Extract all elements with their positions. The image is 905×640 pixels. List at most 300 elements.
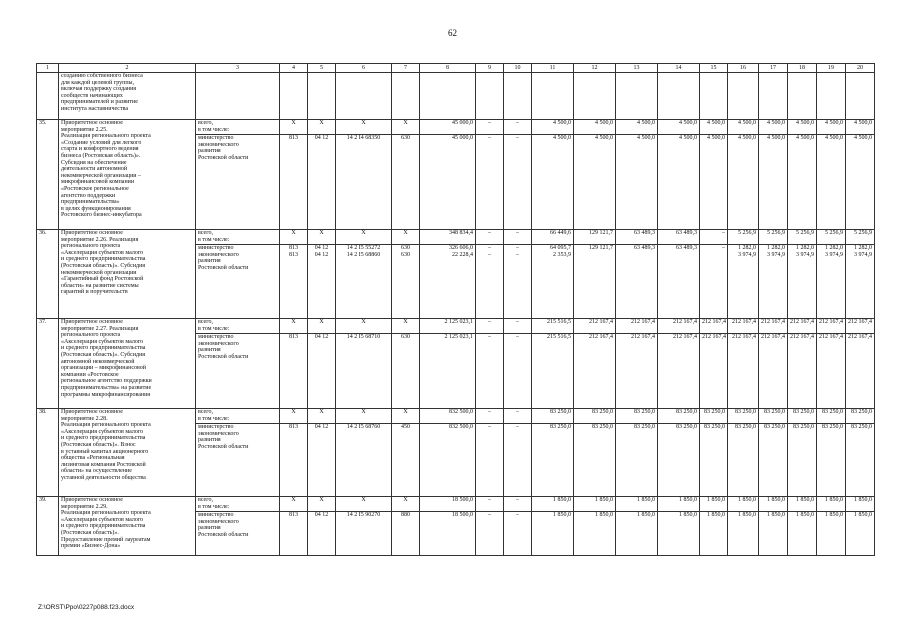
text-line: Приоритетное основное (61, 409, 123, 415)
value-cell (392, 245, 420, 319)
value-cell (728, 512, 759, 556)
line-value: 813 (289, 512, 298, 518)
value-cell (392, 135, 420, 230)
row-number: 37. (37, 319, 59, 409)
header-cell: 7 (392, 64, 420, 73)
value-cell (336, 135, 392, 230)
table-cell (532, 73, 574, 120)
line-value: 212 167,4 (848, 334, 872, 340)
value-cell: 5 256,9 (817, 230, 846, 245)
value-cell: X (336, 230, 392, 245)
line-value: 04 12 (314, 135, 329, 141)
line-value: 880 (401, 512, 410, 518)
line-value (576, 252, 613, 259)
header-cell: 5 (308, 64, 336, 73)
value-cell: X (280, 497, 308, 512)
line-value: 212 167,4 (631, 334, 655, 340)
text-line: «Ростовское региональное (61, 185, 129, 192)
text-line: Приоритетное основное (61, 497, 123, 503)
value-cell: – (504, 409, 532, 424)
line-value: 63 489,3 (676, 245, 697, 251)
text-line: в том числе: (198, 236, 230, 243)
text-line: Субсидия на обеспечение (61, 159, 127, 166)
header-cell: 1 (37, 64, 59, 73)
measure-description (59, 120, 196, 230)
value-cell: 4 500,0 (532, 120, 574, 135)
table-cell (574, 73, 616, 120)
value-cell (532, 334, 574, 409)
value-cell (476, 245, 504, 319)
value-cell (280, 135, 308, 230)
header-cell: 11 (532, 64, 574, 73)
value-cell (728, 245, 759, 319)
text-line: Ростовской области (198, 353, 249, 360)
value-cell (504, 135, 532, 230)
line-value (660, 252, 697, 259)
line-value: 83 250,0 (634, 424, 655, 430)
line-value: 4 500,0 (679, 135, 697, 141)
table-cell (336, 73, 392, 120)
line-value: 813 (289, 424, 298, 430)
table-cell (846, 73, 875, 120)
table-cell (196, 73, 280, 120)
value-cell (504, 334, 532, 409)
text-line: включая поддержку создания (61, 86, 137, 93)
text-line: «Гарантийный фонд Ростовской (61, 276, 144, 283)
text-line: развития (198, 258, 221, 265)
line-value: 212 167,4 (732, 334, 756, 340)
value-cell (532, 245, 574, 319)
line-value: 18 500,0 (452, 512, 473, 518)
value-cell: – (504, 497, 532, 512)
line-value: 212 167,4 (673, 334, 697, 340)
value-cell: 18 500,0 (420, 497, 476, 512)
value-cell (658, 512, 700, 556)
value-cell: 4 500,0 (658, 120, 700, 135)
table-cell (728, 73, 759, 120)
value-cell: 4 500,0 (846, 120, 875, 135)
table-cell (504, 73, 532, 120)
line-value: 14 2 I5 55272 (346, 245, 381, 251)
line-value: 1 282,0 (796, 245, 814, 251)
measure-description (59, 230, 196, 319)
text-line: развития (198, 347, 221, 354)
line-value: 4 500,0 (637, 135, 655, 141)
line-value: – (488, 245, 491, 251)
line-value: – (488, 424, 491, 430)
text-line: общества «Региональная (61, 455, 125, 462)
line-value: – (488, 334, 491, 340)
line-value: 1 282,0 (825, 245, 843, 251)
header-row (37, 64, 875, 73)
file-path-footer: Z:\ORST\Ppo\0227p088.f23.docx (38, 604, 135, 611)
line-value: 1 850,0 (796, 512, 814, 518)
line-value: 83 250,0 (735, 424, 756, 430)
row-number: 38. (37, 409, 59, 497)
line-value: 2 125 023,1 (444, 334, 473, 340)
value-cell: – (504, 230, 532, 245)
table-cell (616, 73, 658, 120)
line-value: 813 (289, 334, 298, 340)
text-line: Приоритетное основное (61, 230, 123, 236)
value-cell (420, 424, 476, 497)
line-value: 04 12 (314, 251, 329, 258)
value-cell: X (308, 120, 336, 135)
value-cell (308, 334, 336, 409)
value-cell: 83 250,0 (574, 409, 616, 424)
line-value: 215 516,5 (547, 334, 571, 340)
value-cell: – (504, 319, 532, 334)
line-value: 813 (289, 251, 298, 258)
text-line: Предоставление премий лауреатам (61, 536, 151, 543)
text-line: региональное агентство поддержки (61, 378, 152, 385)
value-cell: 83 250,0 (658, 409, 700, 424)
value-cell: 83 250,0 (817, 409, 846, 424)
text-line: в целях функционирования (61, 205, 131, 212)
text-line: Реализация регионального проекта (61, 510, 151, 517)
executor (196, 245, 280, 319)
line-value: 212 167,4 (761, 334, 785, 340)
value-cell: 63 489,3 (616, 230, 658, 245)
line-value: 4 500,0 (854, 135, 872, 141)
value-cell (846, 135, 875, 230)
value-cell: 1 850,0 (846, 497, 875, 512)
text-line: области» на развитие системы (61, 282, 139, 289)
value-cell: X (392, 319, 420, 334)
value-cell (420, 135, 476, 230)
header-cell: 16 (728, 64, 759, 73)
value-cell: – (476, 409, 504, 424)
text-line: Ростовской области (198, 443, 249, 450)
line-value: 83 250,0 (676, 424, 697, 430)
text-line: всего, (198, 120, 214, 126)
text-line: области» на осуществление (61, 468, 132, 475)
table-row (37, 409, 875, 424)
header-cell: 17 (759, 64, 788, 73)
value-cell (759, 135, 788, 230)
value-cell: 832 500,0 (420, 409, 476, 424)
value-cell: – (476, 497, 504, 512)
text-line: Приоритетное основное (61, 319, 123, 325)
text-line: (Ростовская область)». Взнос (61, 441, 136, 448)
line-value: 04 12 (314, 245, 329, 251)
value-cell: 212 167,4 (700, 319, 728, 334)
value-cell: – (476, 230, 504, 245)
value-cell: 83 250,0 (700, 409, 728, 424)
value-cell: X (308, 319, 336, 334)
value-cell (420, 245, 476, 319)
table-cell (700, 73, 728, 120)
executor (196, 135, 280, 230)
line-value: – (488, 135, 491, 141)
value-cell (336, 424, 392, 497)
line-value: – (516, 424, 519, 430)
line-value: 3 974,9 (738, 251, 756, 258)
text-line: развития (198, 525, 221, 532)
value-cell (504, 512, 532, 556)
table-row (37, 120, 875, 135)
line-value: 22 228,4 (452, 251, 473, 258)
line-value: – (516, 334, 519, 340)
text-line: всего, (198, 319, 214, 325)
line-value: 1 282,0 (767, 245, 785, 251)
table-cell (59, 73, 196, 120)
text-line: Ростовского бизнес-инкубатора (61, 212, 142, 219)
text-line: некоммерческой организации – (61, 172, 142, 179)
text-line: (Ростовская область)». Субсидия (61, 262, 146, 269)
value-cell: 129 121,7 (574, 230, 616, 245)
value-cell: X (336, 409, 392, 424)
line-value (702, 252, 725, 259)
value-cell (280, 512, 308, 556)
value-cell: – (700, 230, 728, 245)
line-value: 4 500,0 (825, 135, 843, 141)
text-line: премии «Бизнес-Дона» (61, 543, 121, 550)
text-line: «Акселерация субъектов малого (61, 338, 144, 345)
line-value: 813 (289, 245, 298, 251)
text-line: предпринимателей и развитие (61, 99, 138, 106)
header-cell: 18 (788, 64, 817, 73)
measure-description (59, 409, 196, 497)
value-cell: 212 167,4 (658, 319, 700, 334)
value-cell (280, 245, 308, 319)
value-cell: 2 125 023,1 (420, 319, 476, 334)
executor (196, 334, 280, 409)
value-cell: 4 500,0 (616, 120, 658, 135)
text-line: старта и комфортного ведения (61, 146, 139, 153)
value-cell: 83 250,0 (759, 409, 788, 424)
value-cell: 83 250,0 (532, 409, 574, 424)
line-value: 630 (401, 334, 410, 340)
line-value: 3 974,9 (767, 251, 785, 258)
text-line: созданию собственного бизнеса (61, 73, 143, 79)
line-value: 83 250,0 (764, 424, 785, 430)
total-label (196, 319, 280, 334)
header-cell: 3 (196, 64, 280, 73)
line-value: 4 500,0 (738, 135, 756, 141)
text-line: и среднего предпринимательства (61, 435, 146, 442)
table-cell (280, 73, 308, 120)
value-cell (574, 512, 616, 556)
text-line: бизнеса (Ростовская область)». (61, 152, 141, 159)
value-cell: X (392, 409, 420, 424)
table-cell (788, 73, 817, 120)
value-cell: 212 167,4 (788, 319, 817, 334)
header-cell: 13 (616, 64, 658, 73)
value-cell: 4 500,0 (817, 120, 846, 135)
total-label (196, 230, 280, 245)
value-cell: 1 850,0 (616, 497, 658, 512)
text-line: Ростовской области (198, 264, 249, 271)
text-line: предпринимательства» (61, 199, 120, 206)
line-value: 14 2 I5 68710 (346, 334, 381, 340)
value-cell: 215 516,5 (532, 319, 574, 334)
value-cell (788, 424, 817, 497)
line-value: 1 282,0 (854, 245, 872, 251)
header-cell: 10 (504, 64, 532, 73)
value-cell (817, 424, 846, 497)
text-line: министерство (198, 512, 234, 518)
value-cell (658, 424, 700, 497)
value-cell: – (476, 319, 504, 334)
line-value: 14 2 I5 90270 (346, 512, 381, 518)
text-line: уставной деятельности общества (61, 474, 146, 481)
text-line: некоммерческой организации (61, 269, 137, 276)
value-cell (658, 334, 700, 409)
line-value: 83 250,0 (592, 424, 613, 430)
line-value: 4 500,0 (767, 135, 785, 141)
value-cell (817, 135, 846, 230)
value-cell (700, 245, 728, 319)
value-cell (788, 512, 817, 556)
value-cell: 83 250,0 (616, 409, 658, 424)
total-label (196, 409, 280, 424)
line-value: 129 121,7 (589, 245, 613, 251)
text-line: в том числе: (198, 126, 230, 133)
value-cell (728, 424, 759, 497)
line-value: 630 (401, 135, 410, 141)
text-line: (Ростовская область)». (61, 529, 119, 536)
text-line: и среднего предпринимательства (61, 523, 146, 530)
line-value: 04 12 (314, 424, 329, 430)
line-value: 212 167,4 (819, 334, 843, 340)
line-value: – (516, 251, 519, 258)
line-value: – (488, 512, 491, 518)
text-line: министерство (198, 334, 234, 340)
table-row (37, 497, 875, 512)
value-cell: 212 167,4 (574, 319, 616, 334)
line-value: 1 850,0 (854, 512, 872, 518)
table-row (37, 319, 875, 334)
value-cell: 212 167,4 (759, 319, 788, 334)
text-line: Приоритетное основное (61, 120, 123, 126)
value-cell (532, 135, 574, 230)
header-cell: 15 (700, 64, 728, 73)
line-value (618, 252, 655, 259)
line-value: 83 250,0 (550, 424, 571, 430)
value-cell (280, 334, 308, 409)
value-cell (532, 424, 574, 497)
table-cell (759, 73, 788, 120)
value-cell: X (308, 497, 336, 512)
value-cell (788, 135, 817, 230)
value-cell: X (336, 120, 392, 135)
text-line: микрофинансовой компании (61, 179, 135, 186)
value-cell (574, 135, 616, 230)
text-line: Реализация регионального проекта (61, 422, 151, 429)
text-line: экономического (198, 251, 239, 258)
line-value: – (488, 251, 491, 258)
text-line: всего, (198, 409, 214, 415)
value-cell: 1 850,0 (728, 497, 759, 512)
line-value: 83 250,0 (793, 424, 814, 430)
value-cell: 1 850,0 (817, 497, 846, 512)
value-cell: 5 256,9 (846, 230, 875, 245)
table-cell (37, 73, 59, 120)
value-cell (728, 334, 759, 409)
executor (196, 424, 280, 497)
value-cell (392, 512, 420, 556)
text-line: экономического (198, 518, 239, 525)
line-value: 1 282,0 (738, 245, 756, 251)
line-value: 04 12 (314, 512, 329, 518)
value-cell: X (336, 319, 392, 334)
value-cell (574, 245, 616, 319)
header-cell: 8 (420, 64, 476, 73)
value-cell: 4 500,0 (700, 120, 728, 135)
line-value: 83 250,0 (704, 424, 725, 430)
measure-description (59, 319, 196, 409)
line-value: 813 (289, 135, 298, 141)
table-cell (817, 73, 846, 120)
value-cell: 348 834,4 (420, 230, 476, 245)
value-cell (658, 245, 700, 319)
table-cell (420, 73, 476, 120)
table-cell (476, 73, 504, 120)
header-cell: 4 (280, 64, 308, 73)
text-line: в том числе: (198, 325, 230, 332)
value-cell (817, 334, 846, 409)
text-line: для каждой целевой группы, (61, 79, 135, 86)
line-value: 1 850,0 (767, 512, 785, 518)
value-cell (817, 512, 846, 556)
value-cell: 83 250,0 (728, 409, 759, 424)
text-line: экономического (198, 430, 239, 437)
text-line: компании «Ростовское (61, 371, 119, 378)
value-cell: 4 500,0 (728, 120, 759, 135)
text-line: института наставничества (61, 105, 129, 112)
line-value: 83 250,0 (851, 424, 872, 430)
text-line: в том числе: (198, 415, 230, 422)
text-line: сообществ начинающих (61, 92, 123, 99)
text-line: мероприятие 2.28. (61, 415, 108, 422)
text-line: организации – микрофинансовой (61, 365, 146, 372)
value-cell (700, 424, 728, 497)
text-line: лизинговая компания Ростовской (61, 461, 146, 468)
text-line: в уставный капитал акционерного (61, 448, 149, 455)
row-number: 39. (37, 497, 59, 556)
value-cell (700, 512, 728, 556)
text-line: Ростовской области (198, 531, 249, 538)
line-value: 3 974,9 (854, 251, 872, 258)
value-cell: X (392, 497, 420, 512)
text-line: экономического (198, 141, 239, 148)
text-line: «Акселерация субъектов малого (61, 516, 144, 523)
line-value: 4 500,0 (553, 135, 571, 141)
line-value: 832 500,0 (449, 424, 473, 430)
value-cell: 45 000,0 (420, 120, 476, 135)
value-cell: 4 500,0 (759, 120, 788, 135)
value-cell: 63 489,3 (658, 230, 700, 245)
header-cell: 12 (574, 64, 616, 73)
value-cell: X (336, 497, 392, 512)
value-cell (336, 512, 392, 556)
text-line: автономной некоммерческой (61, 358, 135, 365)
line-value: 1 850,0 (595, 512, 613, 518)
text-line: предпринимательства» на развитие (61, 384, 152, 391)
value-cell: X (280, 230, 308, 245)
header-cell: 2 (59, 64, 196, 73)
text-line: министерство (198, 135, 234, 141)
text-line: мероприятие 2.25. (61, 126, 108, 133)
text-line: «Создание условий для легкого (61, 139, 142, 146)
value-cell: 212 167,4 (817, 319, 846, 334)
value-cell (846, 245, 875, 319)
value-cell: 5 256,9 (728, 230, 759, 245)
text-line: министерство (198, 245, 234, 251)
line-value: 630 (401, 245, 410, 251)
line-value: 45 000,0 (452, 135, 473, 141)
